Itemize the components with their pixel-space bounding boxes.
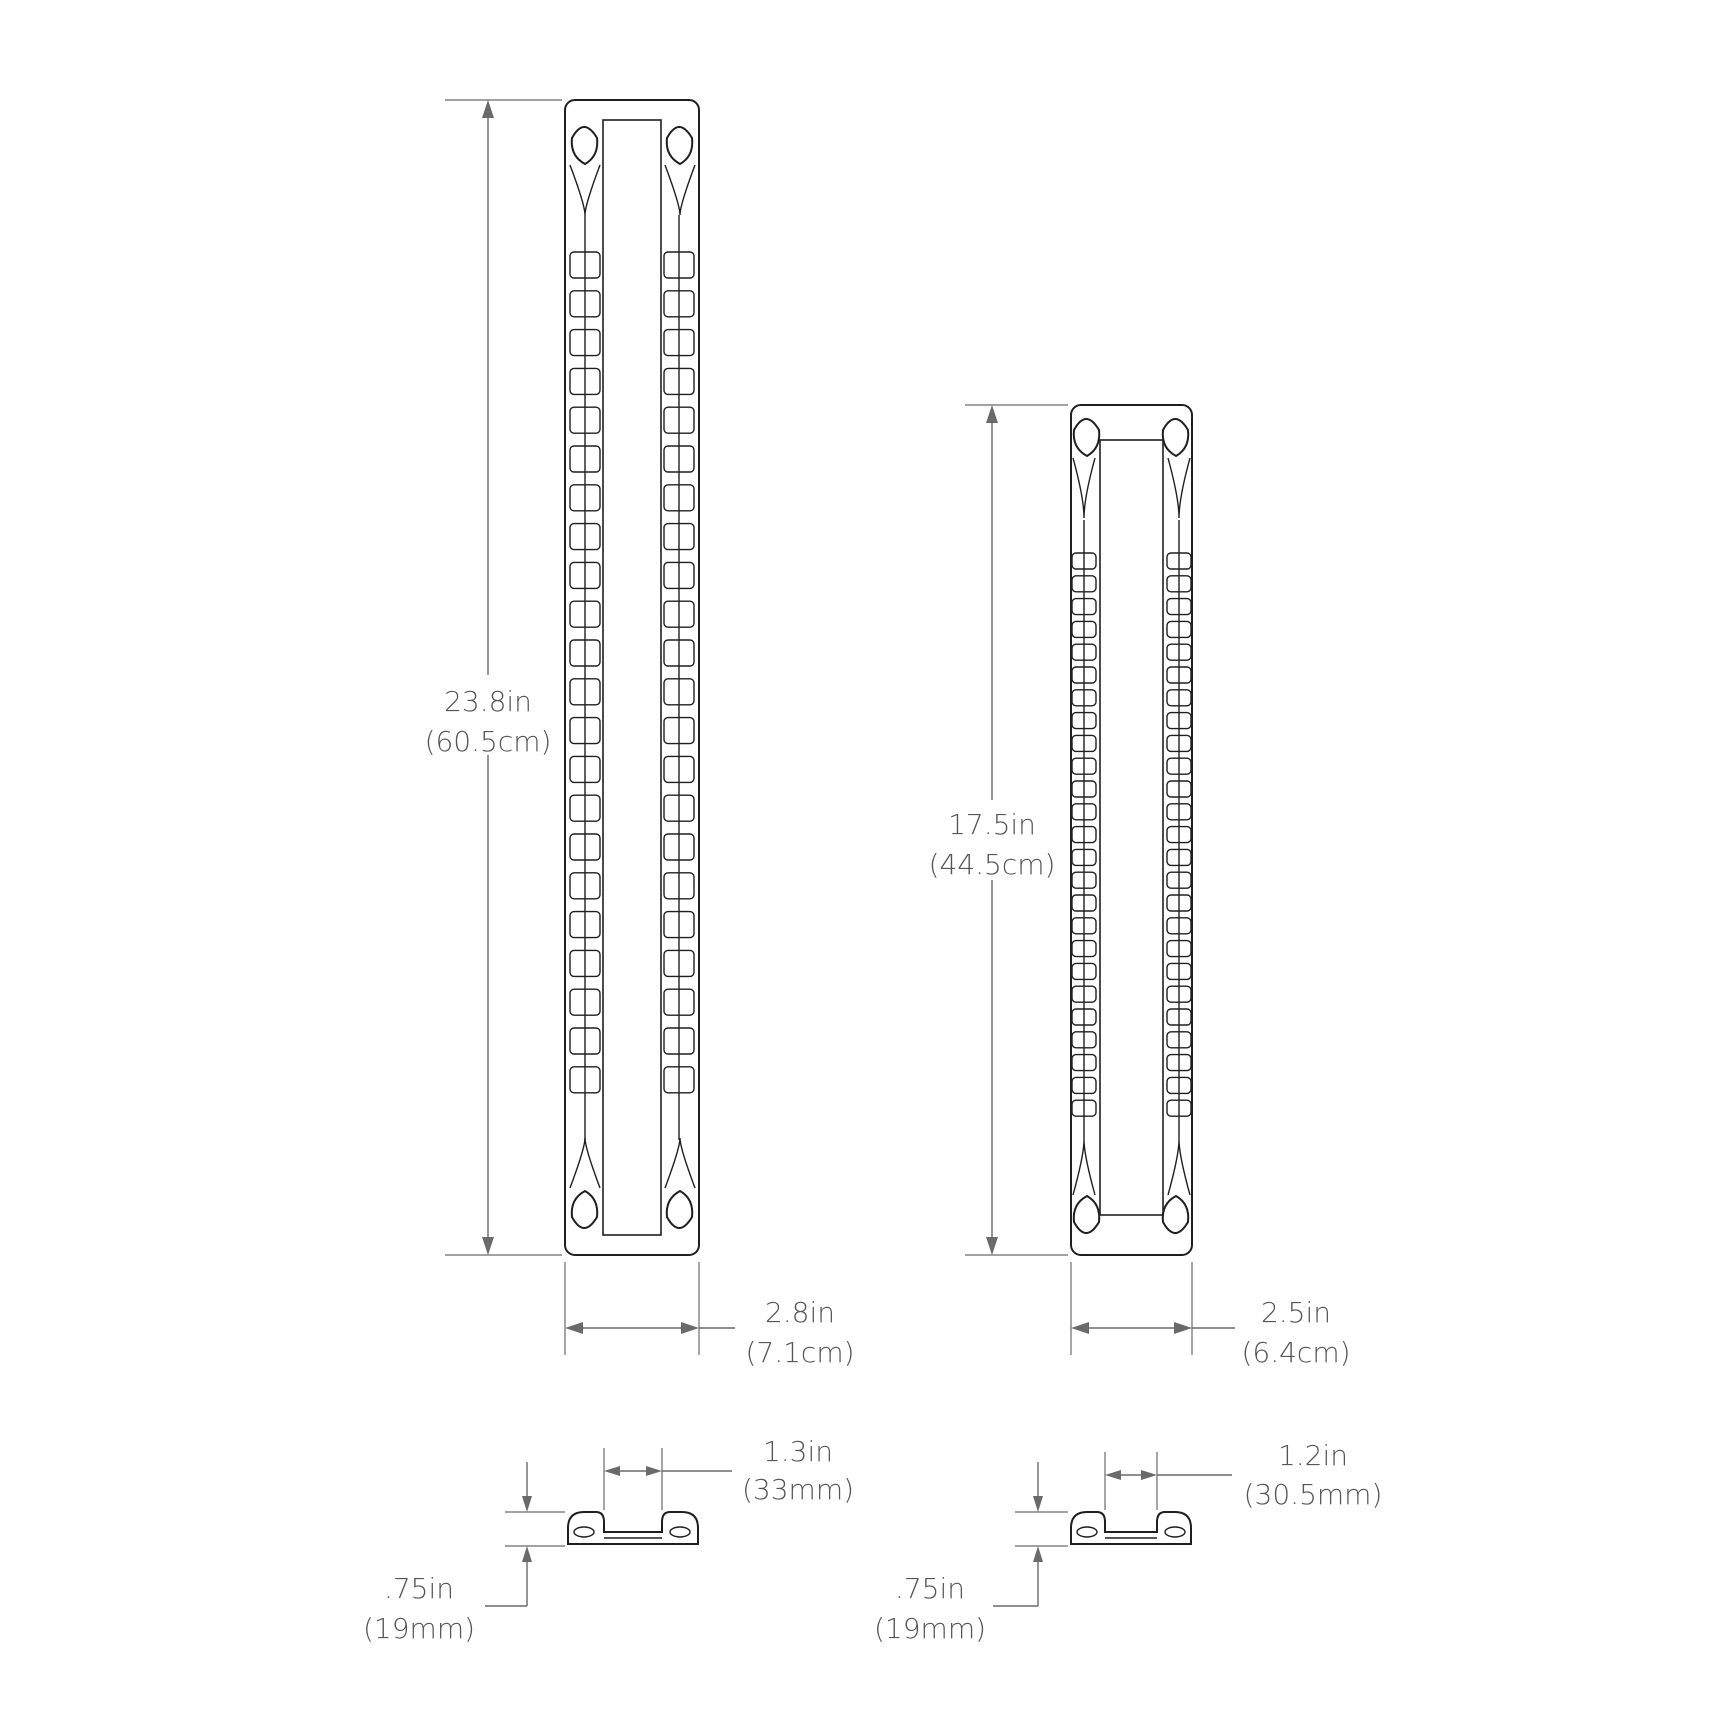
short-rack-height-mm: (19mm): [873, 1612, 987, 1645]
short-rack-width-dimension: [1071, 1262, 1351, 1369]
long-rack-mount-hole-top-left: [572, 127, 597, 164]
short-rack-top-view: [1071, 405, 1192, 1255]
long-rack-length-cm: (60.5cm): [424, 725, 552, 758]
long-rack-gap-in: 1.3in: [762, 1435, 834, 1468]
long-rack-height-mm: (19mm): [362, 1612, 476, 1645]
long-rack-gap-mm: (33mm): [741, 1473, 855, 1506]
short-rack-mount-hole-top-left: [1074, 419, 1099, 456]
long-rack-length-in: 23.8in: [444, 685, 532, 718]
long-rack-center-slot: [603, 120, 661, 1235]
long-rack-height-in: .75in: [383, 1572, 455, 1605]
short-rack-length-in: 17.5in: [948, 808, 1036, 841]
long-rack-mount-hole-top-right: [667, 127, 692, 164]
short-rack-gap-mm: (30.5mm): [1243, 1478, 1383, 1511]
short-rack-center-slot: [1100, 440, 1163, 1215]
short-rack-gap-in: 1.2in: [1277, 1439, 1349, 1472]
short-rack-mount-hole-bottom-left: [1074, 1196, 1099, 1233]
short-rack-length-cm: (44.5cm): [928, 848, 1056, 881]
short-rack-height-in: .75in: [894, 1572, 966, 1605]
long-rack-width-dimension: [565, 1262, 855, 1369]
short-rack-width-in: 2.5in: [1260, 1296, 1332, 1329]
long-rack-mount-hole-bottom-left: [572, 1191, 597, 1228]
short-rack-mount-hole-top-right: [1163, 419, 1188, 456]
short-rack-end-view: [874, 1439, 1382, 1645]
long-rack-top-view: [565, 100, 699, 1255]
short-rack-width-cm: (6.4cm): [1241, 1336, 1351, 1369]
long-rack-width-cm: (7.1cm): [745, 1336, 855, 1369]
long-rack-end-view: [363, 1435, 854, 1645]
long-rack-mount-hole-bottom-right: [667, 1191, 692, 1228]
long-rack-width-in: 2.8in: [764, 1296, 836, 1329]
short-rack-mount-hole-bottom-right: [1163, 1196, 1188, 1233]
long-rack-length-dimension: [418, 100, 562, 1255]
short-rack-length-dimension: [922, 405, 1068, 1255]
